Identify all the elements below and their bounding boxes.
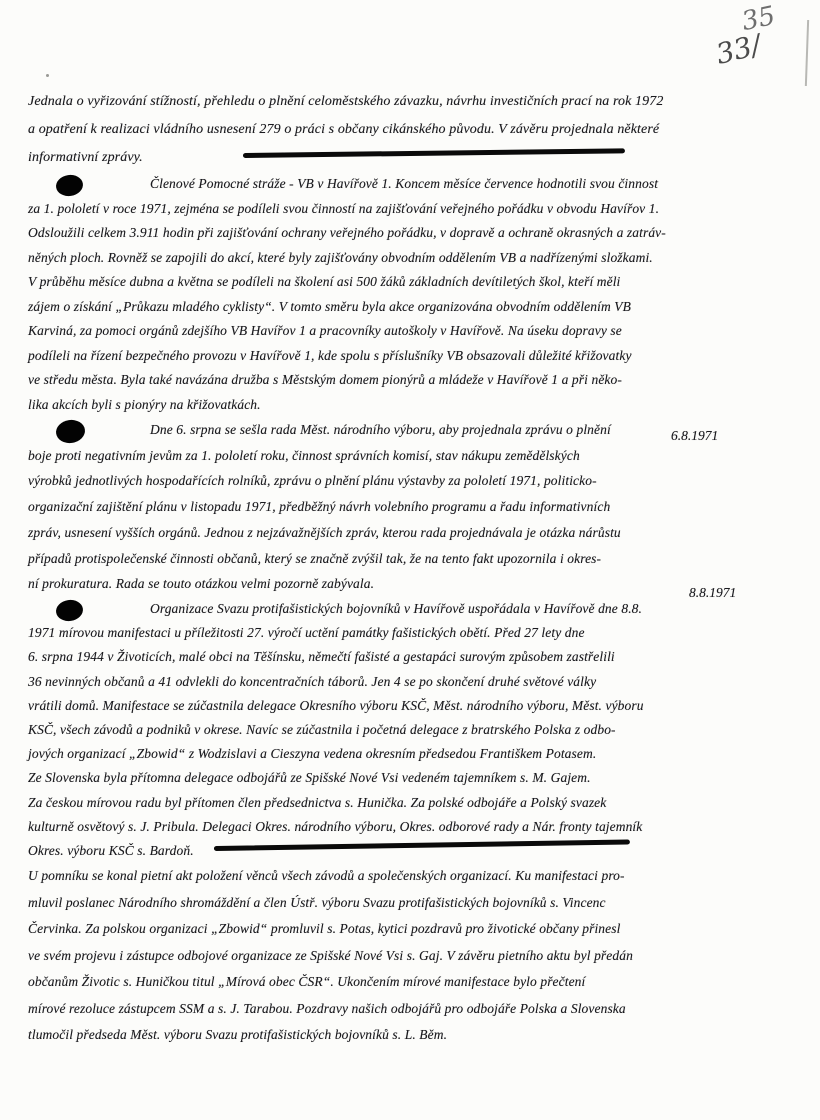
ink-underline	[243, 149, 625, 159]
bullet-mark	[55, 598, 85, 623]
line-text: Okres. výboru KSČ s. Bardoň.	[28, 842, 194, 858]
line-text: Organizace Svazu protifašistických bojovníků v Havířově uspořádala v Havířově dne 8.8.	[150, 600, 642, 616]
line-text: ní prokuratura. Rada se touto otázkou velmi pozorně zabývala.	[28, 576, 375, 592]
handwritten-line	[28, 344, 774, 369]
line-text: lika akcích byli s pionýry na křižovatkách.	[28, 396, 261, 412]
handwritten-line	[28, 88, 774, 116]
handwritten-line	[28, 319, 774, 344]
line-text: Ze Slovenska byla přítomna delegace odbojářů ze Spišské Nové Vsi vedeném tajemníkem s. M. Gajem.	[28, 770, 591, 786]
handwritten-line	[28, 943, 774, 970]
paragraph	[28, 863, 774, 1049]
handwritten-line	[28, 571, 774, 597]
handwritten-line	[28, 221, 774, 246]
line-text: kulturně osvětový s. J. Pribula. Delegaci Okres. národního výboru, Okres. odborové rady a Nár. fronty tajemník	[28, 818, 643, 834]
handwritten-line	[28, 742, 774, 766]
line-text: za 1. pololetí v roce 1971, zejména se podíleli svou činností na zajišťování veřejného pořádku v obvodu Havířov 1.	[28, 200, 660, 216]
line-text: V průběhu měsíce dubna a května se podíleli na školení asi 500 žáků základních devítiletých škol, kteří měli	[28, 274, 621, 289]
line-text: případů protispolečenské činnosti občanů, který se značně zvýšil tak, že na tento fakt upozornila i okres-	[28, 550, 602, 566]
handwritten-line	[28, 791, 774, 815]
handwritten-line	[28, 172, 774, 197]
page-number-pencil-bottom: 33/	[712, 28, 765, 71]
paragraph	[28, 417, 774, 597]
line-text: něných ploch. Rovněž se zapojili do akcí, které byly zajišťovány obvodním oddělením VB a nadřízenými složkami.	[28, 249, 653, 265]
handwritten-line	[28, 494, 774, 520]
handwritten-line	[28, 969, 774, 996]
handwritten-line	[28, 694, 774, 718]
page-number-pencil-top: 35	[739, 0, 778, 38]
line-text: 36 nevinných občanů a 41 odvlekli do koncentračních táborů. Jen 4 se po skončení druhé světové války	[28, 673, 597, 689]
line-text: Členové Pomocné stráže - VB v Havířově 1. Koncem měsíce července hodnotili svou činnost	[150, 176, 659, 191]
line-text: Dne 6. srpna se sešla rada Měst. národního výboru, aby projednala zprávu o plnění	[150, 422, 611, 437]
handwritten-line	[28, 863, 774, 890]
handwritten-line	[28, 766, 774, 790]
handwritten-line	[28, 996, 774, 1023]
line-text: mluvil poslanec Národního shromáždění a člen Ústř. výboru Svazu protifašistických bojovníků s. Vincenc	[28, 894, 606, 910]
handwritten-line	[28, 670, 774, 694]
handwritten-line	[28, 890, 774, 917]
bullet-mark	[55, 173, 85, 198]
line-text: U pomníku se konal pietní akt položení věnců všech závodů a společenských organizací. Ku manifestaci pro-	[28, 868, 625, 884]
handwritten-line	[28, 916, 774, 943]
paragraph	[28, 88, 774, 172]
paragraph	[28, 172, 774, 417]
line-text: organizační zajištění plánu v listopadu 1971, předběžný návrh volebního programu a řadu informativních	[28, 499, 611, 515]
line-text: mírové rezoluce zástupcem SSM a s. J. Tarabou. Pozdravy našich odbojářů pro odbojáře Polska a Slovenska	[28, 1000, 626, 1016]
line-text: Karviná, za pomoci orgánů zdejšího VB Havířov 1 a pracovníky autoškoly v Havířově. Na úseku dopravy se	[28, 323, 622, 338]
handwritten-line	[28, 815, 774, 839]
line-text: vrátili domů. Manifestace se zúčastnila delegace Okresního výboru KSČ, Měst. národního výboru, Měst. výboru	[28, 697, 644, 713]
scan-speck	[46, 74, 49, 77]
paper-crease-mark	[805, 20, 809, 86]
line-text: boje proti negativním jevům za 1. pololetí roku, činnost správních komisí, stav nákupu zemědělských	[28, 447, 580, 463]
handwritten-line	[28, 520, 774, 546]
line-text: zájem o získání „Průkazu mladého cyklisty“. V tomto směru byla akce organizována obvodním oddělením VB	[28, 298, 631, 314]
line-text: 1971 mírovou manifestaci u příležitosti 27. výročí uctění památky fašistických obětí. Před 27 lety dne	[28, 625, 585, 641]
line-text: KSČ, všech závodů a podniků v okrese. Navíc se zúčastnila i početná delegace z bratrského Polska z odbo-	[28, 721, 616, 737]
handwritten-line	[28, 645, 774, 669]
margin-date: 8.8.1971	[689, 585, 737, 600]
handwritten-line	[28, 839, 774, 863]
handwritten-line	[28, 144, 774, 172]
line-text: tlumočil předseda Měst. výboru Svazu protifašistických bojovníků s. L. Běm.	[28, 1027, 448, 1043]
handwritten-line	[28, 621, 774, 645]
line-text: jových organizací „Zbowid“ z Wodzislavi a Cieszyna vedena okresním předsedou Františkem Potasem.	[28, 746, 597, 762]
handwritten-line	[28, 1022, 774, 1049]
handwritten-line	[28, 597, 774, 621]
line-text: 6. srpna 1944 v Životicích, malé obci na Těšínsku, němečtí fašisté a gestapáci surovým způsobem zastřelili	[28, 649, 615, 665]
line-text: ve svém projevu i zástupce odbojové organizace ze Spišské Nové Vsi s. Gaj. V závěru pietního aktu byl předán	[28, 947, 633, 963]
line-text: zpráv, usnesení vyšších orgánů. Jednou z nejzávažnějších zpráv, kterou rada projednávala je otázka nárůstu	[28, 524, 621, 540]
bullet-mark	[55, 418, 87, 445]
line-text: výrobků jednotlivých hospodařících rolníků, zprávu o plnění plánu výstavby za pololetí 1971, politicko-	[28, 473, 597, 489]
line-text: podíleli na řízení bezpečného provozu v Havířově 1, kde spolu s příslušníky VB obsazovali důležité křižovatky	[28, 347, 632, 363]
line-text: a opatření k realizaci vládního usnesení 279 o práci s občany cikánského původu. V závěru projednala některé	[28, 122, 660, 137]
line-text: Červinka. Za polskou organizaci „Zbowid“ promluvil s. Potas, kytici pozdravů pro životické občany přinesl	[28, 921, 621, 937]
handwritten-text-body	[28, 88, 774, 1049]
handwritten-line	[28, 393, 774, 418]
handwritten-line	[28, 443, 774, 469]
handwritten-line	[28, 468, 774, 494]
handwritten-line	[28, 116, 774, 144]
paragraph	[28, 597, 774, 863]
handwritten-line	[28, 246, 774, 271]
line-text: ve středu města. Byla také navázána družba s Městským domem pionýrů a mládeže v Havířově 1 a při něko-	[28, 372, 622, 387]
handwritten-line	[28, 718, 774, 742]
handwritten-line	[28, 546, 774, 572]
ink-underline	[214, 840, 630, 852]
line-text: občanům Životic s. Huničkou titul „Mírová obec ČSR“. Ukončením mírové manifestace bylo přečtení	[28, 974, 586, 990]
handwritten-line	[28, 368, 774, 393]
line-text: Odsloužili celkem 3.911 hodin při zajišťování ochrany veřejného pořádku, v dopravě a ochraně okrasných a zatráv-	[28, 225, 666, 240]
line-text: Za českou mírovou radu byl přítomen člen předsednictva s. Hunička. Za polské odbojáře a Polský svazek	[28, 794, 607, 810]
margin-date: 6.8.1971	[671, 428, 719, 443]
handwritten-line	[28, 270, 774, 295]
handwritten-line	[28, 417, 774, 443]
handwritten-line	[28, 295, 774, 320]
line-text: Jednala o vyřizování stížností, přehledu o plnění celoměstského závazku, návrhu investičních prací na rok 1972	[28, 94, 664, 109]
handwritten-line	[28, 197, 774, 222]
line-text: informativní zprávy.	[28, 150, 143, 165]
